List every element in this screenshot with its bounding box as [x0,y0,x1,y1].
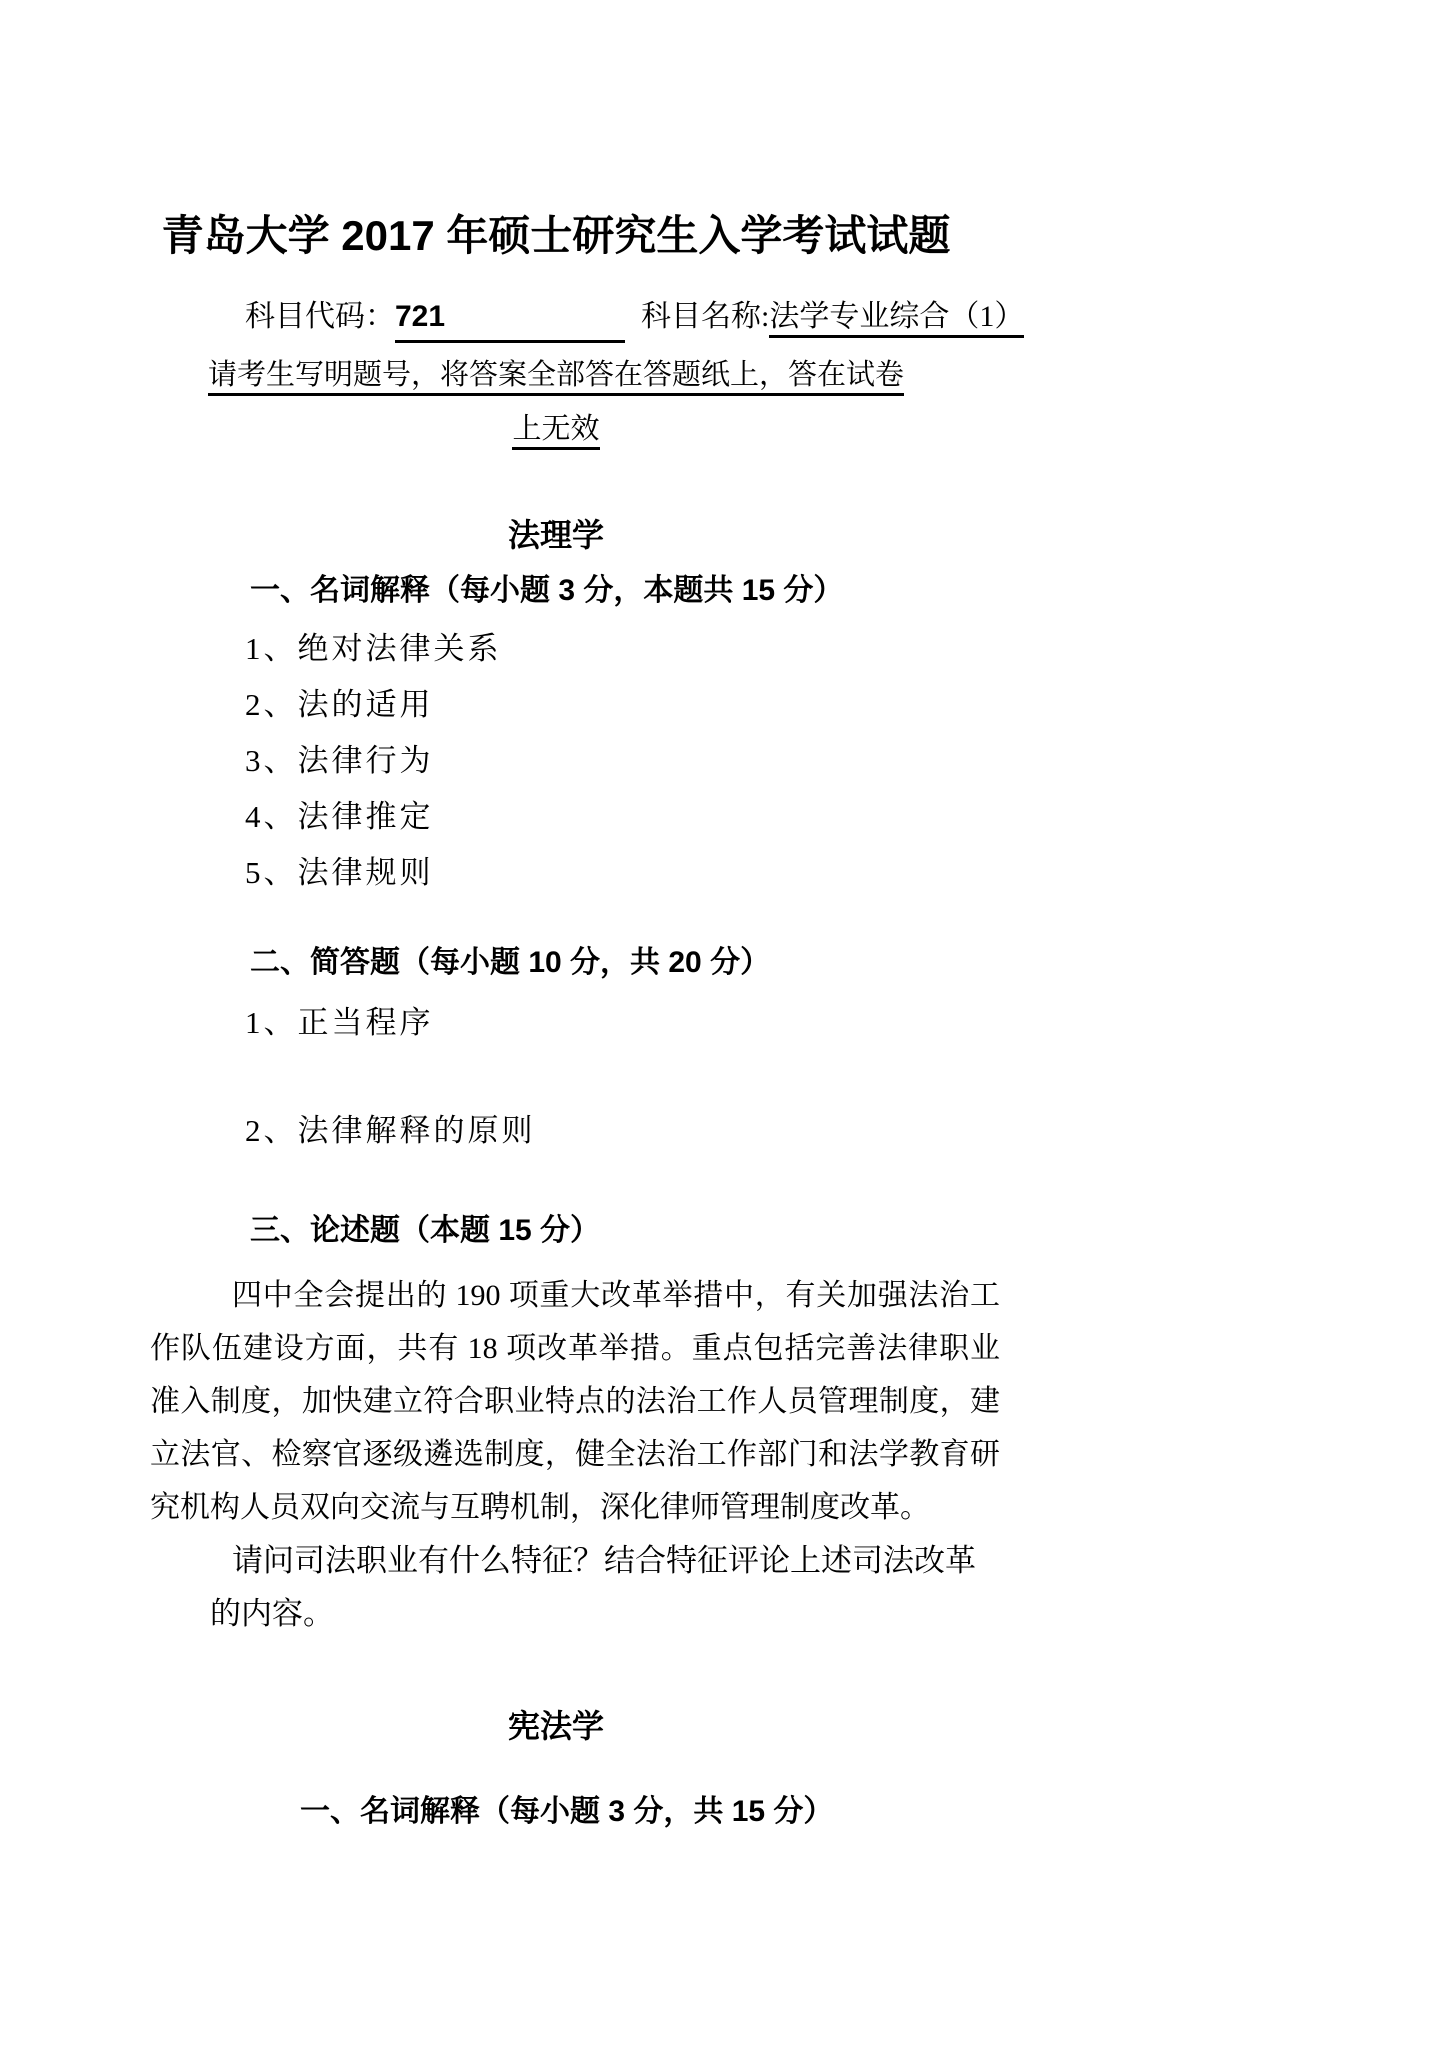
exam-title: 青岛大学 2017 年硕士研究生入学考试试题 [161,212,951,259]
subject-code-value: 721 [395,296,625,343]
answer-notice-line-2 [150,409,962,449]
term-list-item: 5、法律规则 [245,855,434,890]
term-list-item: 1、绝对法律关系 [245,631,502,666]
section-title-constitutional-law: 宪法学 [507,1708,604,1744]
essay-background-paragraph: 四中全会提出的 190 项重大改革举措中，有关加强法治工作队伍建设方面，共有 18 项改革举措。重点包括完善法律职业准入制度，加快建立符合职业特点的法治工作人员管理制度，建立法官、检察官逐级遴选制度，健全法治工作部门和法学教育研究机构人员双向交流与互聘机制，深化律师管理制度改革。 [150,1279,1000,1524]
question-heading-term-explanation: 一、名词解释（每小题 3 分，本题共 15 分） [250,574,844,607]
essay-question-line: 请问司法职业有什么特征？结合特征评论上述司法改革 [232,1543,976,1578]
essay-question-line: 的内容。 [210,1596,334,1631]
term-list-item: 2、法的适用 [245,687,434,722]
answer-notice-line-1 [150,355,962,395]
subject-info-line [150,296,1025,343]
question-heading-term-explanation-2: 一、名词解释（每小题 3 分，共 15 分） [300,1795,834,1828]
question-heading-essay: 三、论述题（本题 15 分） [250,1214,601,1247]
section-title-jurisprudence: 法理学 [507,517,604,553]
short-answer-item: 2、法律解释的原则 [245,1113,536,1148]
subject-code-label: 科目代码： [245,300,395,333]
term-list-item: 3、法律行为 [245,743,434,778]
subject-name-label: 科目名称: [641,300,770,333]
answer-notice-text-1: 请考生写明题号，将答案全部答在答题纸上，答在试卷 [208,359,904,396]
short-answer-item: 1、正当程序 [245,1005,434,1040]
subject-name-value: 法学专业综合（1） [769,300,1024,338]
answer-notice-text-2: 上无效 [512,413,599,450]
exam-content-column [150,0,1025,1834]
question-heading-short-answer: 二、简答题（每小题 10 分，共 20 分） [250,946,771,979]
term-list-item: 4、法律推定 [245,799,434,834]
